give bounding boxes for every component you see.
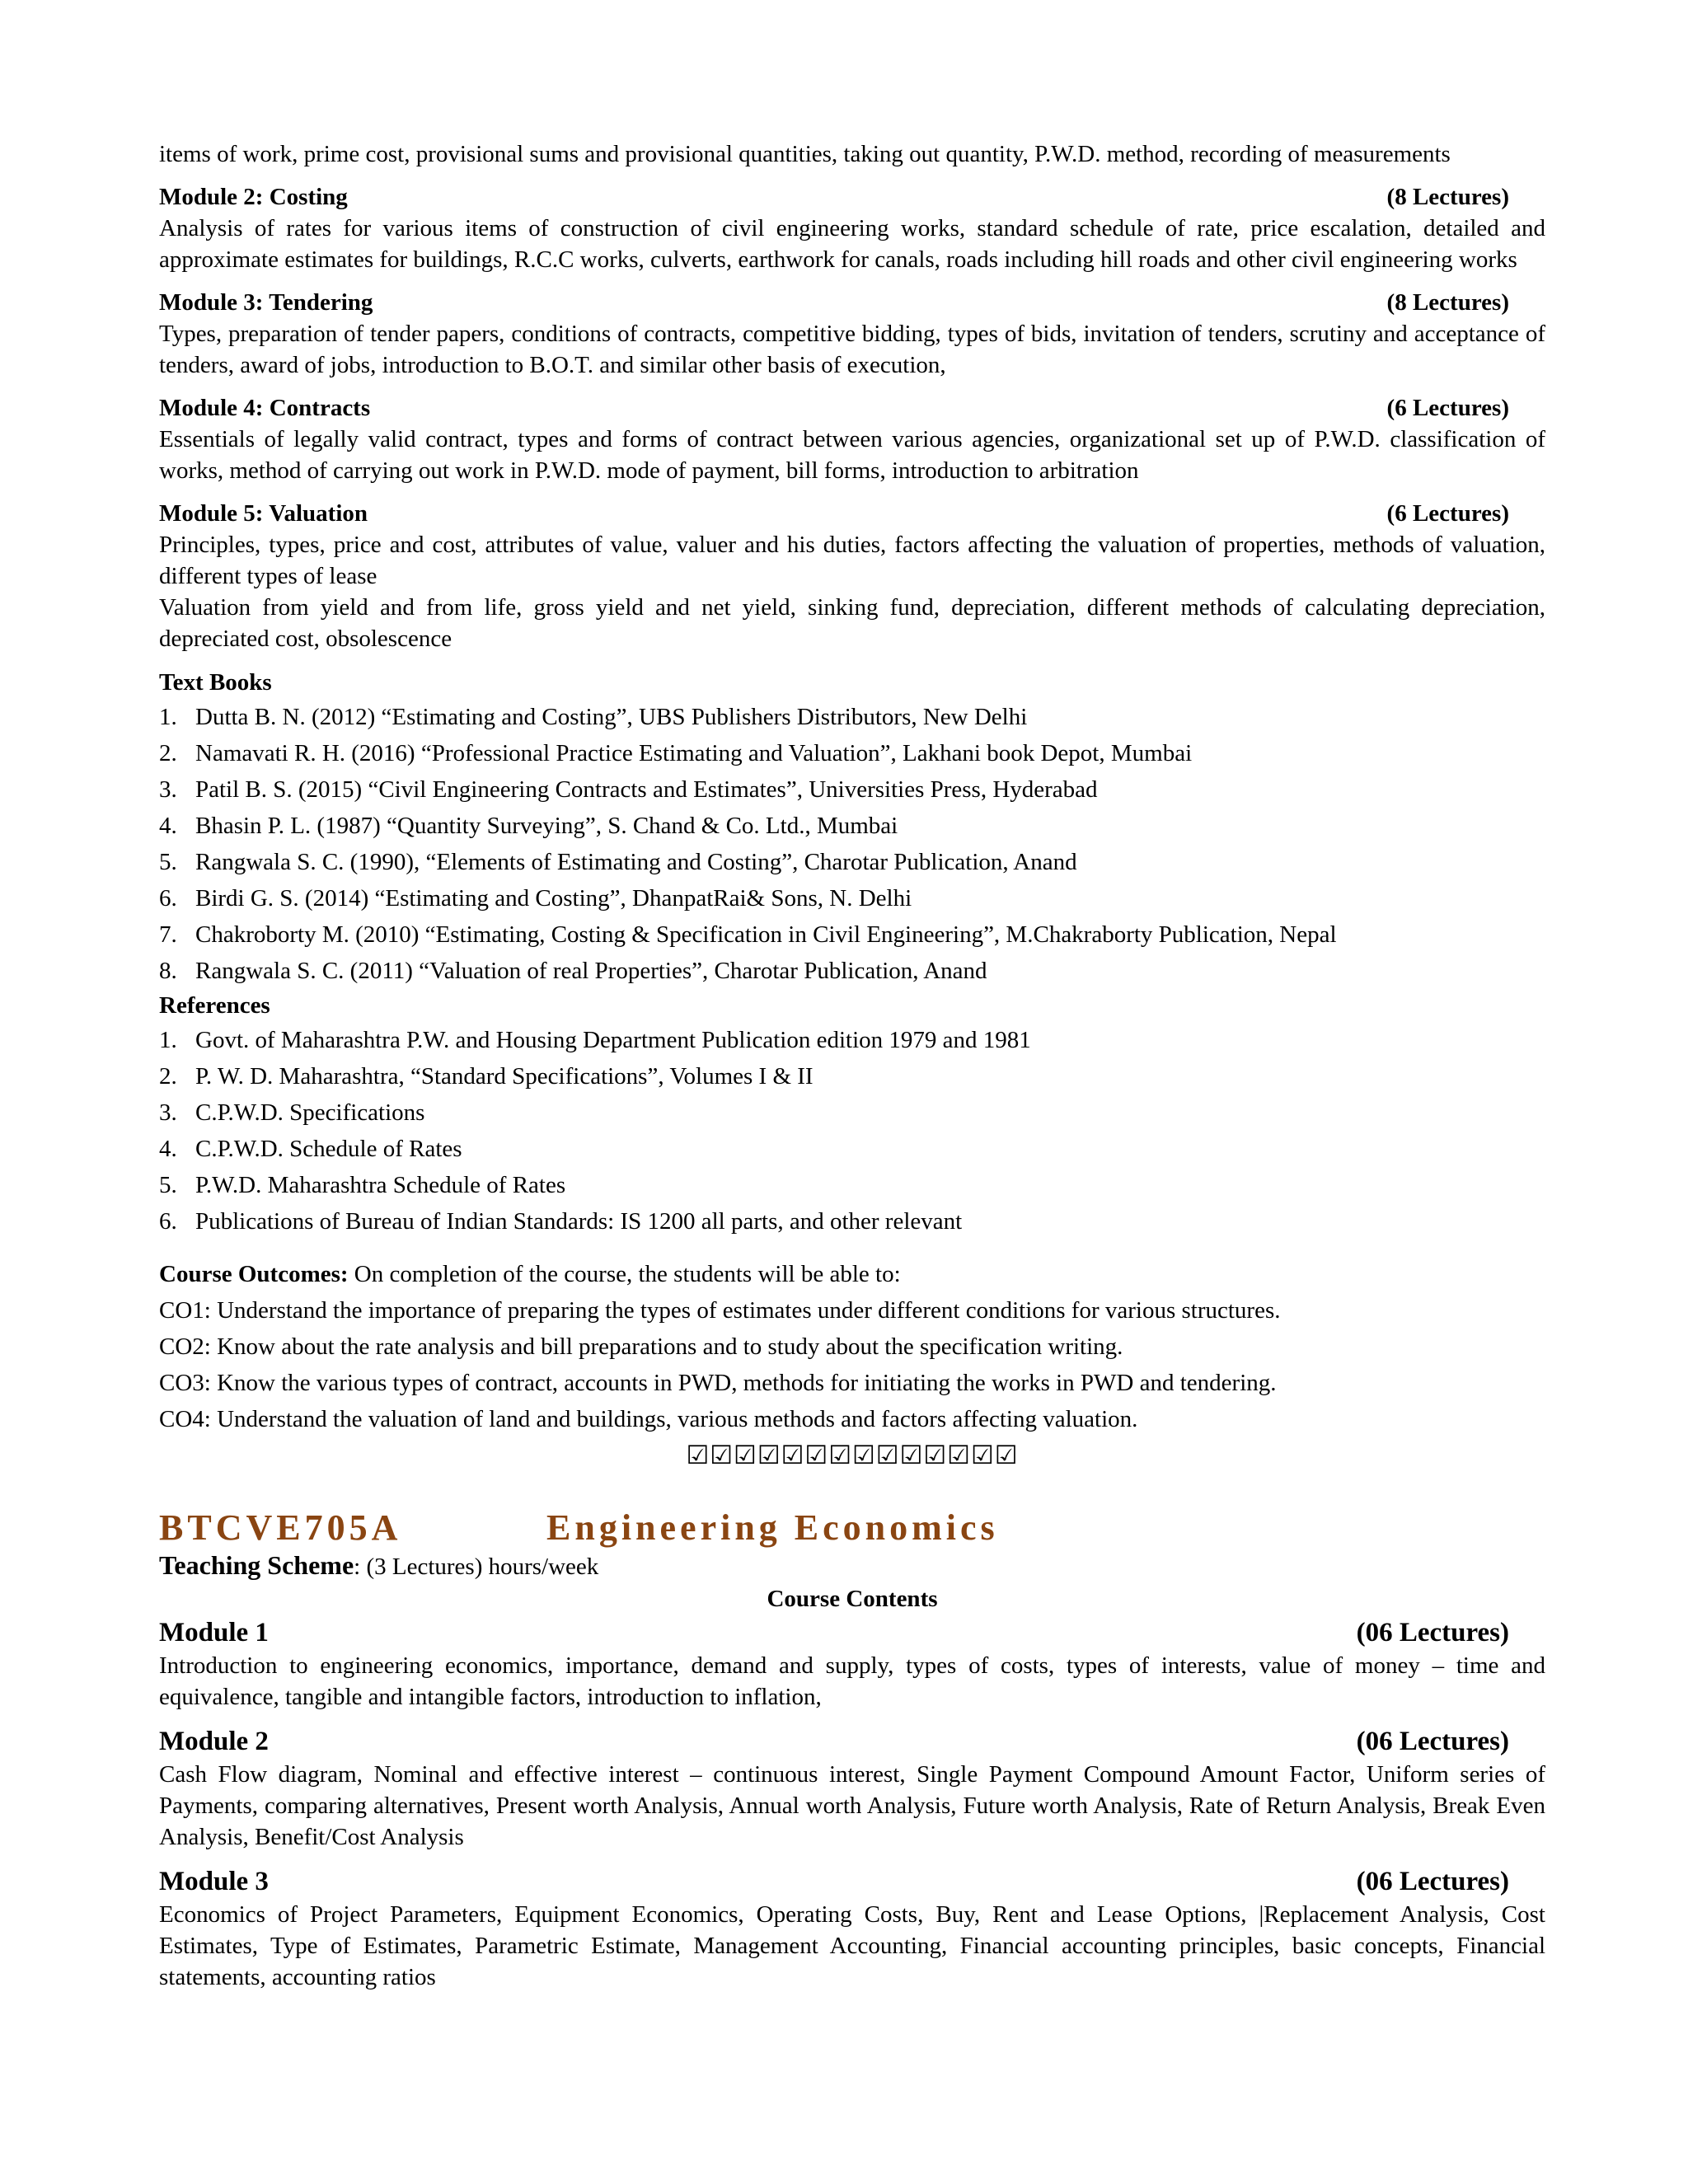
module-lectures: (06 Lectures) [1356, 1867, 1509, 1896]
list-text: Rangwala S. C. (1990), “Elements of Estimating and Costing”, Charotar Publication, Anand [195, 849, 1077, 875]
list-item [159, 1203, 1545, 1240]
course-outcome-item: CO4: Understand the valuation of land and buildings, various methods and factors affecting valuation. [159, 1406, 1138, 1432]
list-text: P. W. D. Maharashtra, “Standard Specifications”, Volumes I & II [195, 1063, 814, 1090]
course-outcome-item: CO3: Know the various types of contract, accounts in PWD, methods for initiating the works in PWD and tendering. [159, 1370, 1277, 1396]
list-text: P.W.D. Maharashtra Schedule of Rates [195, 1172, 566, 1198]
module-title: Module 2 [159, 1727, 269, 1756]
list-number: 1. [159, 704, 177, 730]
list-item [159, 735, 1545, 771]
list-text: Patil B. S. (2015) “Civil Engineering Contracts and Estimates”, Universities Press, Hyderabad [195, 776, 1098, 803]
list-item [159, 953, 1545, 989]
econ-module-1-heading [159, 1615, 1545, 1650]
module-title: Module 5: Valuation [159, 500, 368, 527]
module-lectures: (6 Lectures) [1386, 395, 1509, 421]
list-text: C.P.W.D. Specifications [195, 1099, 425, 1126]
list-number: 6. [159, 1208, 177, 1235]
module-lectures: (6 Lectures) [1386, 500, 1509, 527]
module-title: Module 3 [159, 1867, 269, 1896]
list-item [159, 1022, 1545, 1058]
econ-module-2-heading [159, 1724, 1545, 1759]
list-text: Publications of Bureau of Indian Standards: IS 1200 all parts, and other relevant [195, 1208, 963, 1235]
list-item [159, 1094, 1545, 1131]
list-number: 2. [159, 1063, 177, 1090]
module-title: Module 3: Tendering [159, 289, 373, 316]
list-number: 4. [159, 1136, 177, 1162]
list-item [159, 844, 1545, 880]
module-3-tendering-body: Types, preparation of tender papers, conditions of contracts, competitive bidding, types of bids, invitation of tenders, scrutiny and acceptance of tenders, award of jobs, introduction to B.O.T. and similar other basis of execution, [159, 321, 1545, 378]
list-text: Rangwala S. C. (2011) “Valuation of real Properties”, Charotar Publication, Anand [195, 958, 987, 984]
module-title: Module 1 [159, 1618, 269, 1647]
course-outcome-item: CO2: Know about the rate analysis and bill preparations and to study about the specification writing. [159, 1333, 1123, 1360]
module-lectures: (8 Lectures) [1386, 184, 1509, 210]
course-outcome-item: CO1: Understand the importance of preparing the types of estimates under different conditions for various structures. [159, 1297, 1281, 1324]
module-5-valuation-body-2: Valuation from yield and from life, gross yield and net yield, sinking fund, depreciation, different methods of calculating depreciation, depreciated cost, obsolescence [159, 594, 1545, 652]
list-item [159, 699, 1545, 735]
list-number: 7. [159, 921, 177, 948]
list-number: 4. [159, 813, 177, 839]
course-name: Engineering Economics [546, 1507, 999, 1548]
checkbox-separator-icons: ☑☑☑☑☑☑☑☑☑☑☑☑☑☑ [686, 1441, 1019, 1470]
course-code: BTCVE705A [159, 1507, 402, 1548]
references-heading: References [159, 992, 270, 1019]
module-4-contracts-body: Essentials of legally valid contract, types and forms of contract between various agencies, organizational set up of P.W.D. classification of works, method of carrying out work in P.W.D. mode of payment, bill forms, introduction to arbitration [159, 426, 1545, 484]
text-books-heading: Text Books [159, 669, 272, 696]
module-5-valuation-heading [159, 498, 1545, 529]
list-text: C.P.W.D. Schedule of Rates [195, 1136, 462, 1162]
module-5-valuation-body: Principles, types, price and cost, attributes of value, valuer and his duties, factors affecting the valuation of properties, methods of valuation, different types of lease [159, 532, 1545, 589]
course-contents-title: Course Contents [767, 1586, 938, 1612]
course-outcomes-intro [159, 1256, 1545, 1292]
list-text: Namavati R. H. (2016) “Professional Practice Estimating and Valuation”, Lakhani book Depot, Mumbai [195, 740, 1193, 766]
econ-module-3-body: Economics of Project Parameters, Equipment Economics, Operating Costs, Buy, Rent and Lease Options, |Replacement Analysis, Cost Estimates, Type of Estimates, Parametric Estimate, Management Accounting, Financial accounting principles, basic concepts, Financial statements, accounting ratios [159, 1901, 1545, 1990]
econ-module-2-body: Cash Flow diagram, Nominal and effective interest – continuous interest, Single Payment Compound Amount Factor, Uniform series of Payments, comparing alternatives, Present worth Analysis, Annual worth Analysis, Future worth Analysis, Rate of Return Analysis, Break Even Analysis, Benefit/Cost Analysis [159, 1761, 1545, 1850]
module-title: Module 2: Costing [159, 184, 348, 210]
list-number: 2. [159, 740, 177, 766]
course-outcomes-label: Course Outcomes: [159, 1261, 349, 1287]
list-text: Bhasin P. L. (1987) “Quantity Surveying”, S. Chand & Co. Ltd., Mumbai [195, 813, 898, 839]
intro-paragraph: items of work, prime cost, provisional sums and provisional quantities, taking out quantity, P.W.D. method, recording of measurements [159, 141, 1451, 167]
teaching-scheme-label: Teaching Scheme [159, 1550, 354, 1580]
list-item [159, 1058, 1545, 1094]
references-list [159, 1022, 1545, 1240]
teaching-scheme-value: : (3 Lectures) hours/week [354, 1554, 599, 1580]
list-text: Chakroborty M. (2010) “Estimating, Costing & Specification in Civil Engineering”, M.Chakraborty Publication, Nepal [195, 921, 1337, 948]
module-3-tendering-heading [159, 287, 1545, 318]
module-title: Module 4: Contracts [159, 395, 371, 421]
list-item [159, 916, 1545, 953]
list-number: 8. [159, 958, 177, 984]
list-number: 5. [159, 849, 177, 875]
course-outcomes-lead: On completion of the course, the students will be able to: [348, 1261, 901, 1287]
module-2-costing-heading [159, 181, 1545, 213]
list-text: Dutta B. N. (2012) “Estimating and Costing”, UBS Publishers Distributors, New Delhi [195, 704, 1028, 730]
list-item [159, 880, 1545, 916]
module-lectures: (06 Lectures) [1356, 1727, 1509, 1756]
module-2-costing-body: Analysis of rates for various items of construction of civil engineering works, standard schedule of rate, price escalation, detailed and approximate estimates for buildings, R.C.C works, culverts, earthwork for canals, roads including hill roads and other civil engineering works [159, 215, 1545, 273]
module-lectures: (8 Lectures) [1386, 289, 1509, 316]
list-number: 5. [159, 1172, 177, 1198]
list-number: 3. [159, 1099, 177, 1126]
list-item [159, 1131, 1545, 1167]
teaching-scheme [159, 1549, 1545, 1582]
list-number: 6. [159, 885, 177, 912]
document-page [159, 138, 1545, 1993]
econ-module-1-body: Introduction to engineering economics, importance, demand and supply, types of costs, types of interests, value of money – time and equivalence, tangible and intangible factors, introduction to inflation, [159, 1652, 1545, 1710]
list-item [159, 808, 1545, 844]
list-number: 3. [159, 776, 177, 803]
list-item [159, 771, 1545, 808]
list-number: 1. [159, 1027, 177, 1053]
text-books-list [159, 699, 1545, 989]
list-text: Birdi G. S. (2014) “Estimating and Costing”, DhanpatRai& Sons, N. Delhi [195, 885, 912, 912]
course-heading [159, 1507, 1545, 1549]
econ-module-3-heading [159, 1864, 1545, 1899]
module-4-contracts-heading [159, 392, 1545, 424]
module-lectures: (06 Lectures) [1356, 1618, 1509, 1647]
list-item [159, 1167, 1545, 1203]
list-text: Govt. of Maharashtra P.W. and Housing Department Publication edition 1979 and 1981 [195, 1027, 1031, 1053]
